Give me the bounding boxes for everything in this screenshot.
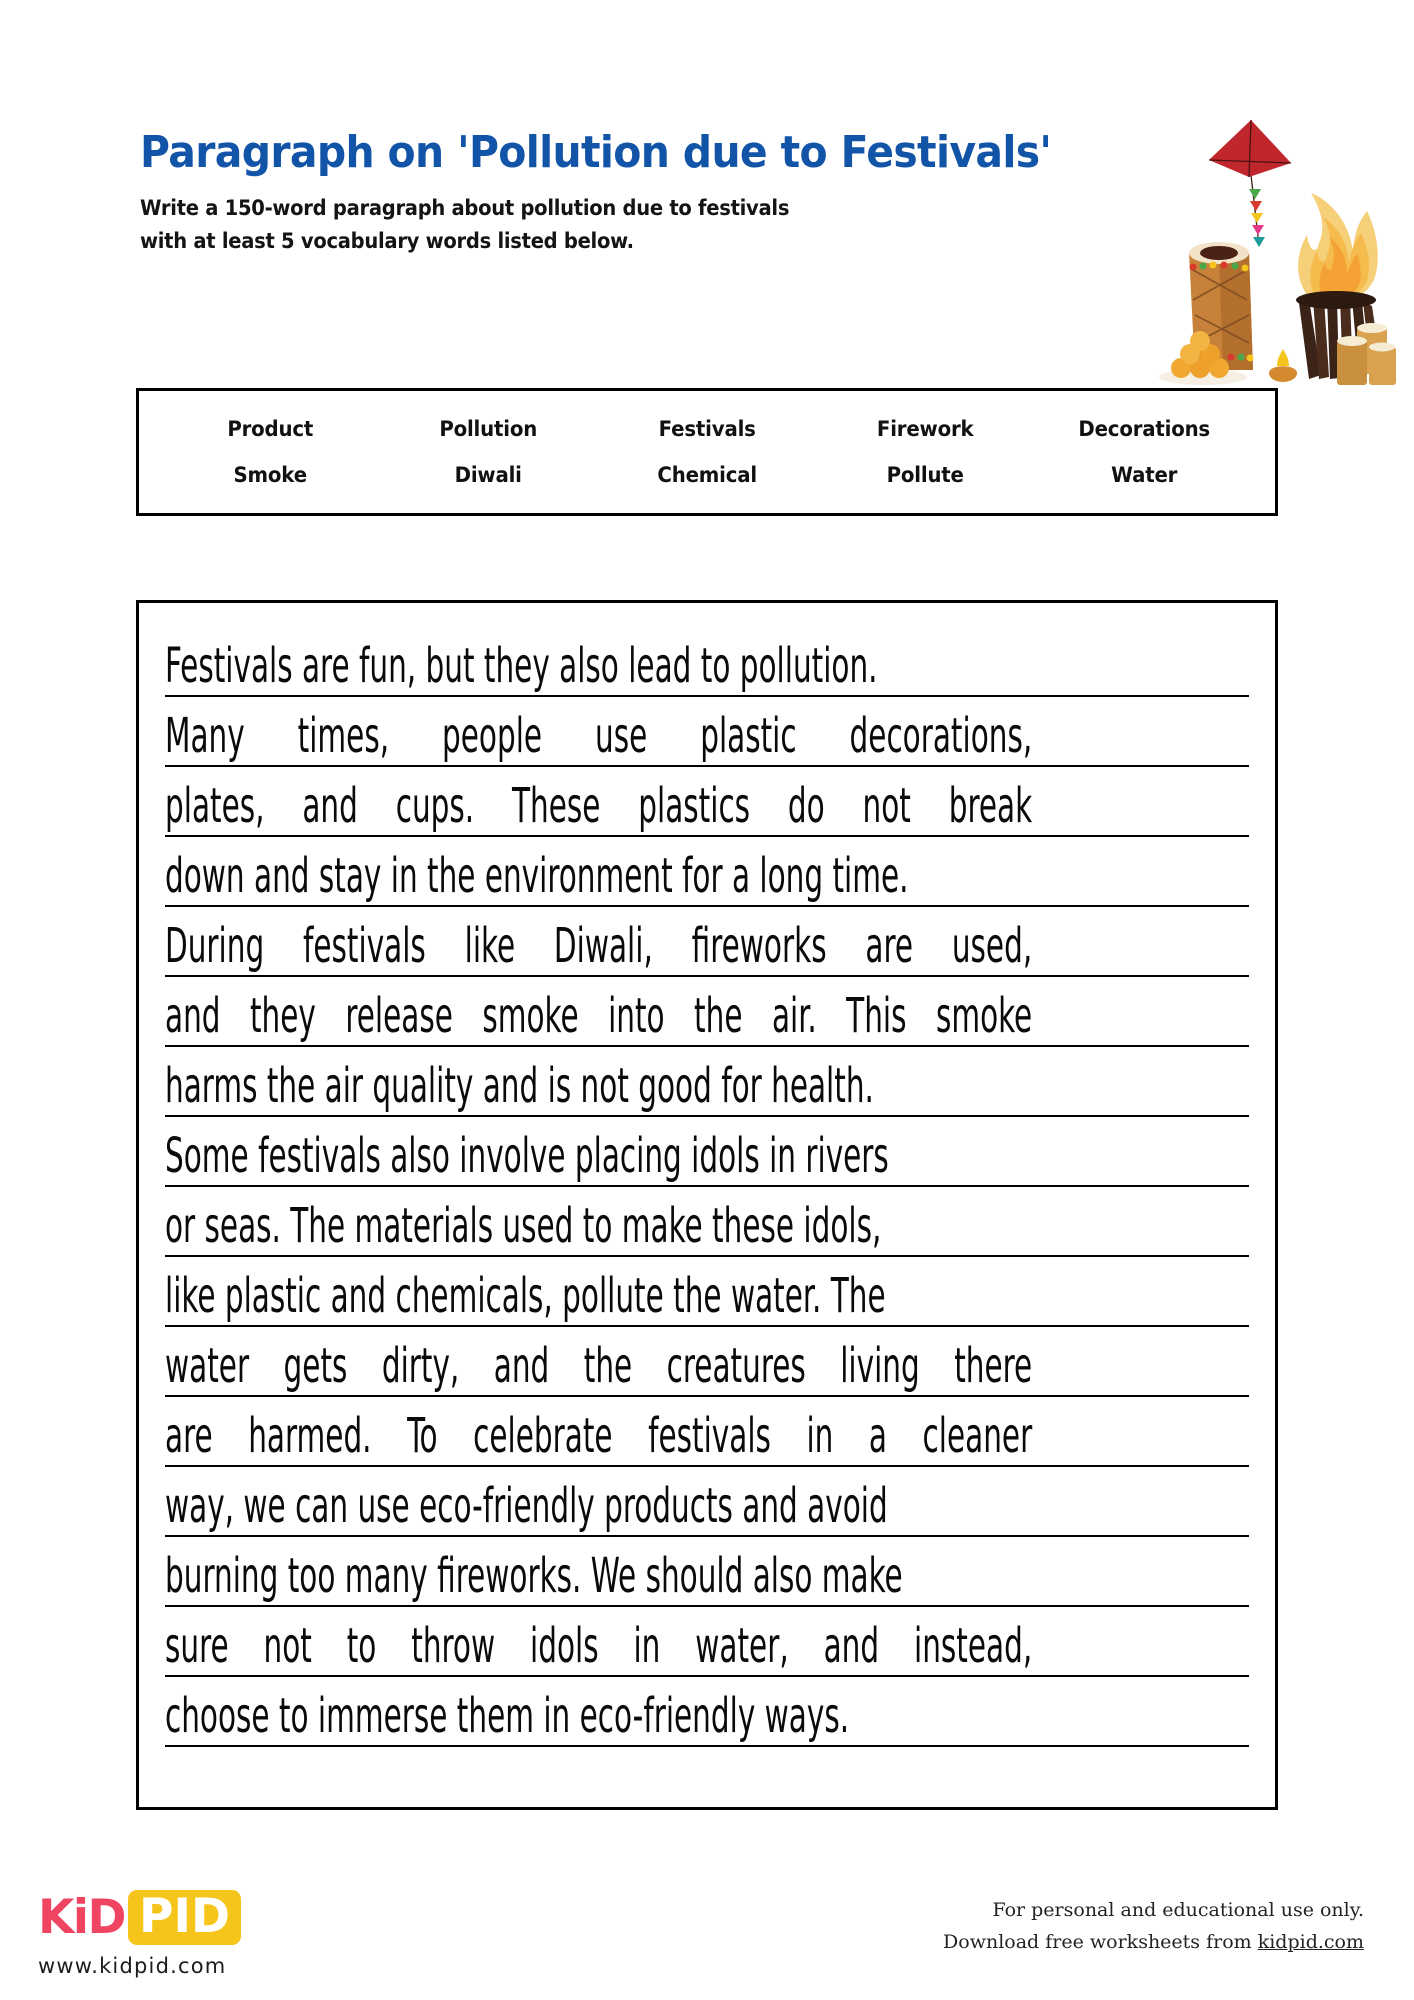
answer-line-text: are harmed. To celebrate festivals in a cleaner [165, 1407, 1033, 1464]
answer-line-text: choose to immerse them in eco-friendly ways. [165, 1687, 850, 1744]
instruction-line-2: with at least 5 vocabulary words listed below. [140, 228, 634, 253]
answer-line[interactable] [165, 1397, 1249, 1467]
vocabulary-word: Water [1110, 463, 1177, 487]
answer-line[interactable] [165, 1187, 1249, 1257]
answer-line-text: Some festivals also involve placing idols in rivers [165, 1127, 889, 1184]
kite-icon [1209, 120, 1291, 177]
footer-note [943, 1895, 1364, 1958]
answer-line[interactable] [165, 767, 1249, 837]
answer-writing-area[interactable] [136, 600, 1278, 1810]
page-title: Paragraph on 'Pollution due to Festivals' [140, 127, 1052, 178]
answer-line[interactable] [165, 837, 1249, 907]
answer-line-text: water gets dirty, and the creatures living there [165, 1337, 1033, 1394]
vocabulary-word: Decorations [1078, 417, 1210, 441]
answer-line-text: plates, and cups. These plastics do not break [165, 777, 1033, 834]
answer-line[interactable] [165, 1257, 1249, 1327]
answer-line-text: Many times, people use plastic decorations, [165, 707, 1033, 764]
instructions [140, 192, 1079, 257]
vocabulary-word: Festivals [658, 417, 756, 441]
answer-line-text: Festivals are fun, but they also lead to pollution. [165, 637, 878, 694]
vocabulary-row-1 [161, 406, 1253, 452]
festival-illustration [1131, 85, 1396, 385]
answer-line-text: During festivals like Diwali, fireworks are used, [165, 917, 1033, 974]
answer-line-text: and they release smoke into the air. This smoke [165, 987, 1033, 1044]
answer-line[interactable] [165, 1327, 1249, 1397]
answer-line[interactable] [165, 1117, 1249, 1187]
answer-line[interactable] [165, 977, 1249, 1047]
vocabulary-word: Pollute [886, 463, 964, 487]
diya-lamp-icon [1269, 349, 1297, 382]
answer-line-text: down and stay in the environment for a long time. [165, 847, 909, 904]
vocabulary-row-2 [161, 452, 1253, 498]
answer-line-text: sure not to throw idols in water, and instead, [165, 1617, 1033, 1674]
answer-line-text: burning too many fireworks. We should also make [165, 1547, 903, 1604]
footer-note-line-1: For personal and educational use only. [992, 1899, 1364, 1922]
logo-mark [38, 1890, 288, 1945]
answer-line-text: way, we can use eco-friendly products and avoid [165, 1477, 888, 1534]
vocabulary-word: Smoke [233, 463, 307, 487]
answer-line-text: or seas. The materials used to make these idols, [165, 1197, 882, 1254]
answer-line[interactable] [165, 1467, 1249, 1537]
answer-line-text: harms the air quality and is not good for health. [165, 1057, 874, 1114]
logo-kid-text: KiD [38, 1890, 126, 1945]
answer-line[interactable] [165, 907, 1249, 977]
footer-note-prefix: Download free worksheets from [943, 1930, 1258, 1953]
answer-line-text: like plastic and chemicals, pollute the water. The [165, 1267, 886, 1324]
kite-string-icon [1249, 175, 1265, 247]
vocabulary-word: Diwali [455, 463, 523, 487]
vocabulary-word: Chemical [657, 463, 757, 487]
instruction-line-1: Write a 150-word paragraph about pollution due to festivals [140, 196, 790, 221]
answer-line[interactable] [165, 627, 1249, 697]
answer-line[interactable] [165, 1677, 1249, 1747]
kidpid-link[interactable]: kidpid.com [1257, 1930, 1364, 1953]
answer-line[interactable] [165, 1047, 1249, 1117]
logo-pid-text: PID [128, 1890, 241, 1945]
vocabulary-box [136, 388, 1278, 516]
vocabulary-word: Pollution [439, 417, 538, 441]
answer-line[interactable] [165, 1607, 1249, 1677]
kidpid-logo[interactable] [38, 1890, 288, 1978]
answer-line-empty[interactable] [165, 1747, 1249, 1817]
vocabulary-word: Product [227, 417, 314, 441]
logo-website-url[interactable]: www.kidpid.com [38, 1954, 227, 1978]
answer-line[interactable] [165, 1537, 1249, 1607]
worksheet-header [140, 127, 1150, 257]
answer-line[interactable] [165, 697, 1249, 767]
footer-note-line-2 [943, 1927, 1364, 1958]
vocabulary-word: Firework [877, 417, 974, 441]
